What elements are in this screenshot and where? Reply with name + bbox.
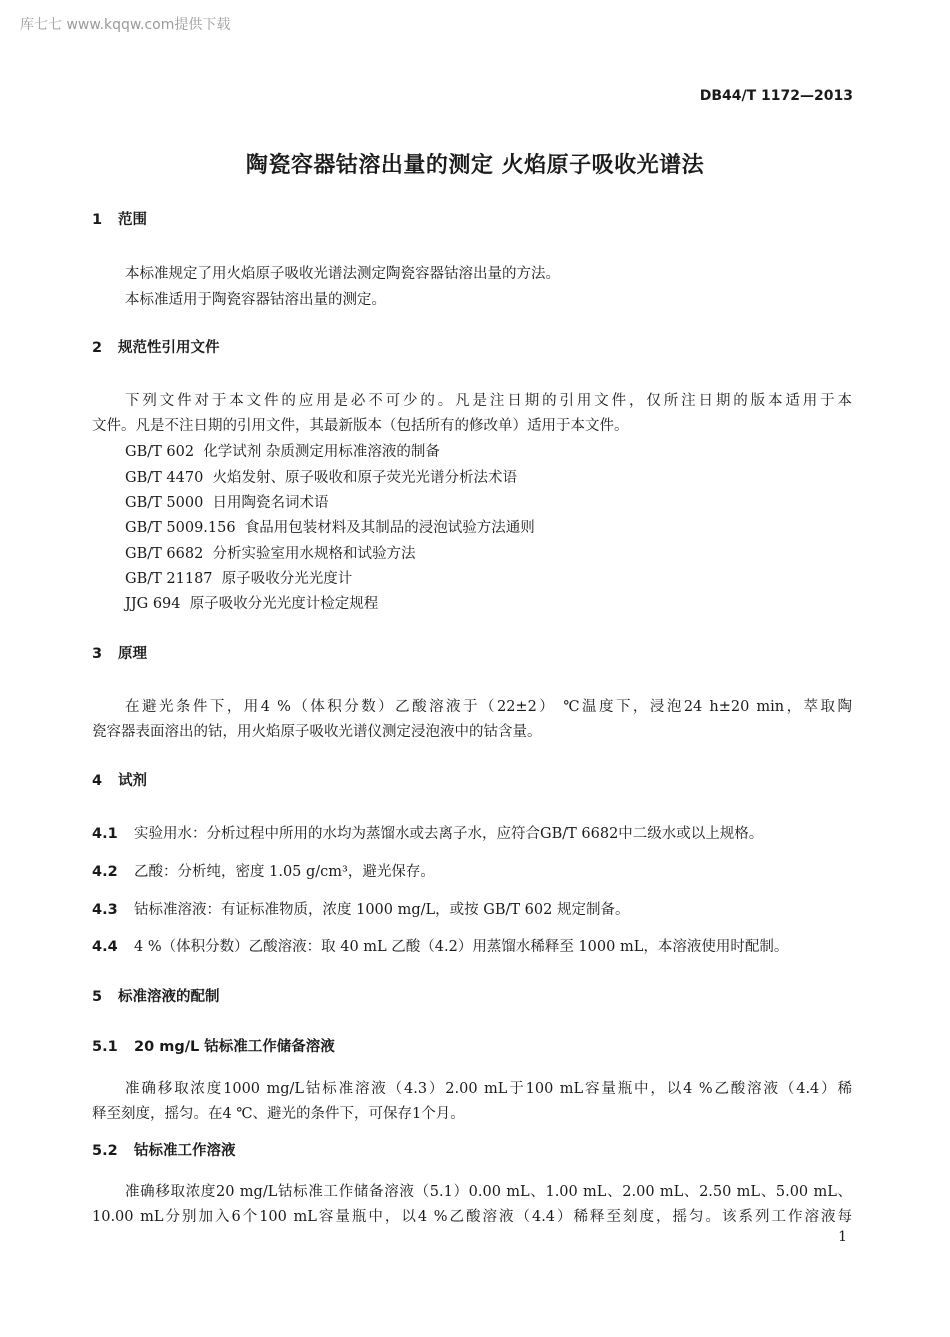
- ref-name: 分析实验室用水规格和试验方法: [212, 546, 416, 562]
- paragraph: 本标准适用于陶瓷容器钴溶出量的测定。: [125, 292, 386, 308]
- ref-code: GB/T 602: [125, 444, 195, 460]
- reagent-item: [92, 935, 788, 956]
- ref-name: 食品用包装材料及其制品的浸泡试验方法通则: [244, 520, 535, 536]
- item-number: 4.2: [92, 864, 118, 880]
- paragraph: 释至刻度，摇匀。在4 ℃、避光的条件下，可保存1个月。: [92, 1106, 465, 1122]
- reference-item: [125, 466, 517, 487]
- reagent-item: [92, 860, 435, 881]
- standard-code: DB44/T 1172—2013: [699, 88, 853, 104]
- ref-code: GB/T 5000: [125, 495, 204, 511]
- ref-code: GB/T 4470: [125, 470, 204, 486]
- section-5-heading: [92, 985, 220, 1006]
- paragraph: 准确移取浓度1000 mg/L钴标准溶液（4.3）2.00 mL于100 mL容量瓶中，以4 %乙酸溶液（4.4）稀: [125, 1081, 852, 1097]
- reagent-item: [92, 898, 629, 919]
- page-number: 1: [838, 1229, 847, 1245]
- reagent-item: [92, 822, 763, 843]
- paragraph: 下列文件对于本文件的应用是必不可少的。凡是注日期的引用文件，仅所注日期的版本适用于本: [125, 393, 852, 409]
- paragraph: 在避光条件下，用4 %（体积分数）乙酸溶液于（22±2） ℃温度下，浸泡24 h±20 min，萃取陶: [125, 699, 852, 715]
- ref-code: GB/T 5009.156: [125, 520, 236, 536]
- item-number: 4.4: [92, 939, 118, 955]
- ref-name: 原子吸收分光光度计检定规程: [189, 596, 379, 612]
- section-title: 规范性引用文件: [118, 340, 220, 356]
- section-number: 2: [92, 340, 103, 356]
- reference-item: [125, 491, 329, 512]
- item-text: 钴标准溶液：有证标准物质，浓度 1000 mg/L，或按 GB/T 602 规定制备。: [134, 902, 630, 918]
- reference-item: [125, 516, 535, 537]
- reference-item: [125, 592, 378, 613]
- section-title: 标准溶液的配制: [118, 989, 220, 1005]
- ref-code: GB/T 21187: [125, 571, 213, 587]
- section-title: 试剂: [118, 773, 147, 789]
- paragraph: 瓷容器表面溶出的钴，用火焰原子吸收光谱仪测定浸泡液中的钴含量。: [92, 724, 542, 740]
- section-1-heading: [92, 208, 147, 229]
- section-number: 5: [92, 989, 103, 1005]
- paragraph: 本标准规定了用火焰原子吸收光谱法测定陶瓷容器钴溶出量的方法。: [125, 266, 560, 282]
- section-number: 3: [92, 646, 103, 662]
- paragraph: 文件。凡是不注日期的引用文件，其最新版本（包括所有的修改单）适用于本文件。: [92, 418, 629, 434]
- ref-code: GB/T 6682: [125, 546, 204, 562]
- watermark: 库七七 www.kqqw.com提供下载: [20, 17, 231, 33]
- section-title: 范围: [118, 212, 147, 228]
- section-4-heading: [92, 769, 147, 790]
- subsection-title: 20 mg/L 钴标准工作储备溶液: [134, 1039, 335, 1055]
- item-number: 4.1: [92, 826, 118, 842]
- reference-item: [125, 542, 416, 563]
- item-text: 乙酸：分析纯，密度 1.05 g/cm³，避光保存。: [134, 864, 435, 880]
- ref-name: 日用陶瓷名词术语: [212, 495, 329, 511]
- ref-name: 原子吸收分光光度计: [221, 571, 353, 587]
- item-text: 4 %（体积分数）乙酸溶液：取 40 mL 乙酸（4.2）用蒸馏水稀释至 1000 mL，本溶液使用时配制。: [134, 939, 789, 955]
- subsection-5-1-heading: [92, 1035, 335, 1056]
- section-number: 1: [92, 212, 103, 228]
- document-title: 陶瓷容器钴溶出量的测定 火焰原子吸收光谱法: [245, 153, 705, 178]
- section-number: 4: [92, 773, 103, 789]
- subsection-title: 钴标准工作溶液: [134, 1143, 236, 1159]
- reference-item: [125, 567, 352, 588]
- ref-name: 化学试剂 杂质测定用标准溶液的制备: [203, 444, 440, 460]
- item-number: 5.2: [92, 1143, 118, 1159]
- item-number: 5.1: [92, 1039, 118, 1055]
- item-text: 实验用水：分析过程中所用的水均为蒸馏水或去离子水，应符合GB/T 6682中二级水或以上规格。: [134, 826, 764, 842]
- section-title: 原理: [118, 646, 147, 662]
- subsection-5-2-heading: [92, 1139, 236, 1160]
- ref-name: 火焰发射、原子吸收和原子荧光光谱分析法术语: [212, 470, 518, 486]
- reference-item: [125, 440, 440, 461]
- paragraph: 准确移取浓度20 mg/L钴标准工作储备溶液（5.1）0.00 mL、1.00 mL、2.00 mL、2.50 mL、5.00 mL、: [125, 1184, 852, 1200]
- section-3-heading: [92, 642, 147, 663]
- section-2-heading: [92, 336, 220, 357]
- item-number: 4.3: [92, 902, 118, 918]
- ref-code: JJG 694: [125, 596, 181, 612]
- paragraph: 10.00 mL分别加入6个100 mL容量瓶中，以4 %乙酸溶液（4.4）稀释至刻度，摇匀。该系列工作溶液每: [92, 1209, 852, 1225]
